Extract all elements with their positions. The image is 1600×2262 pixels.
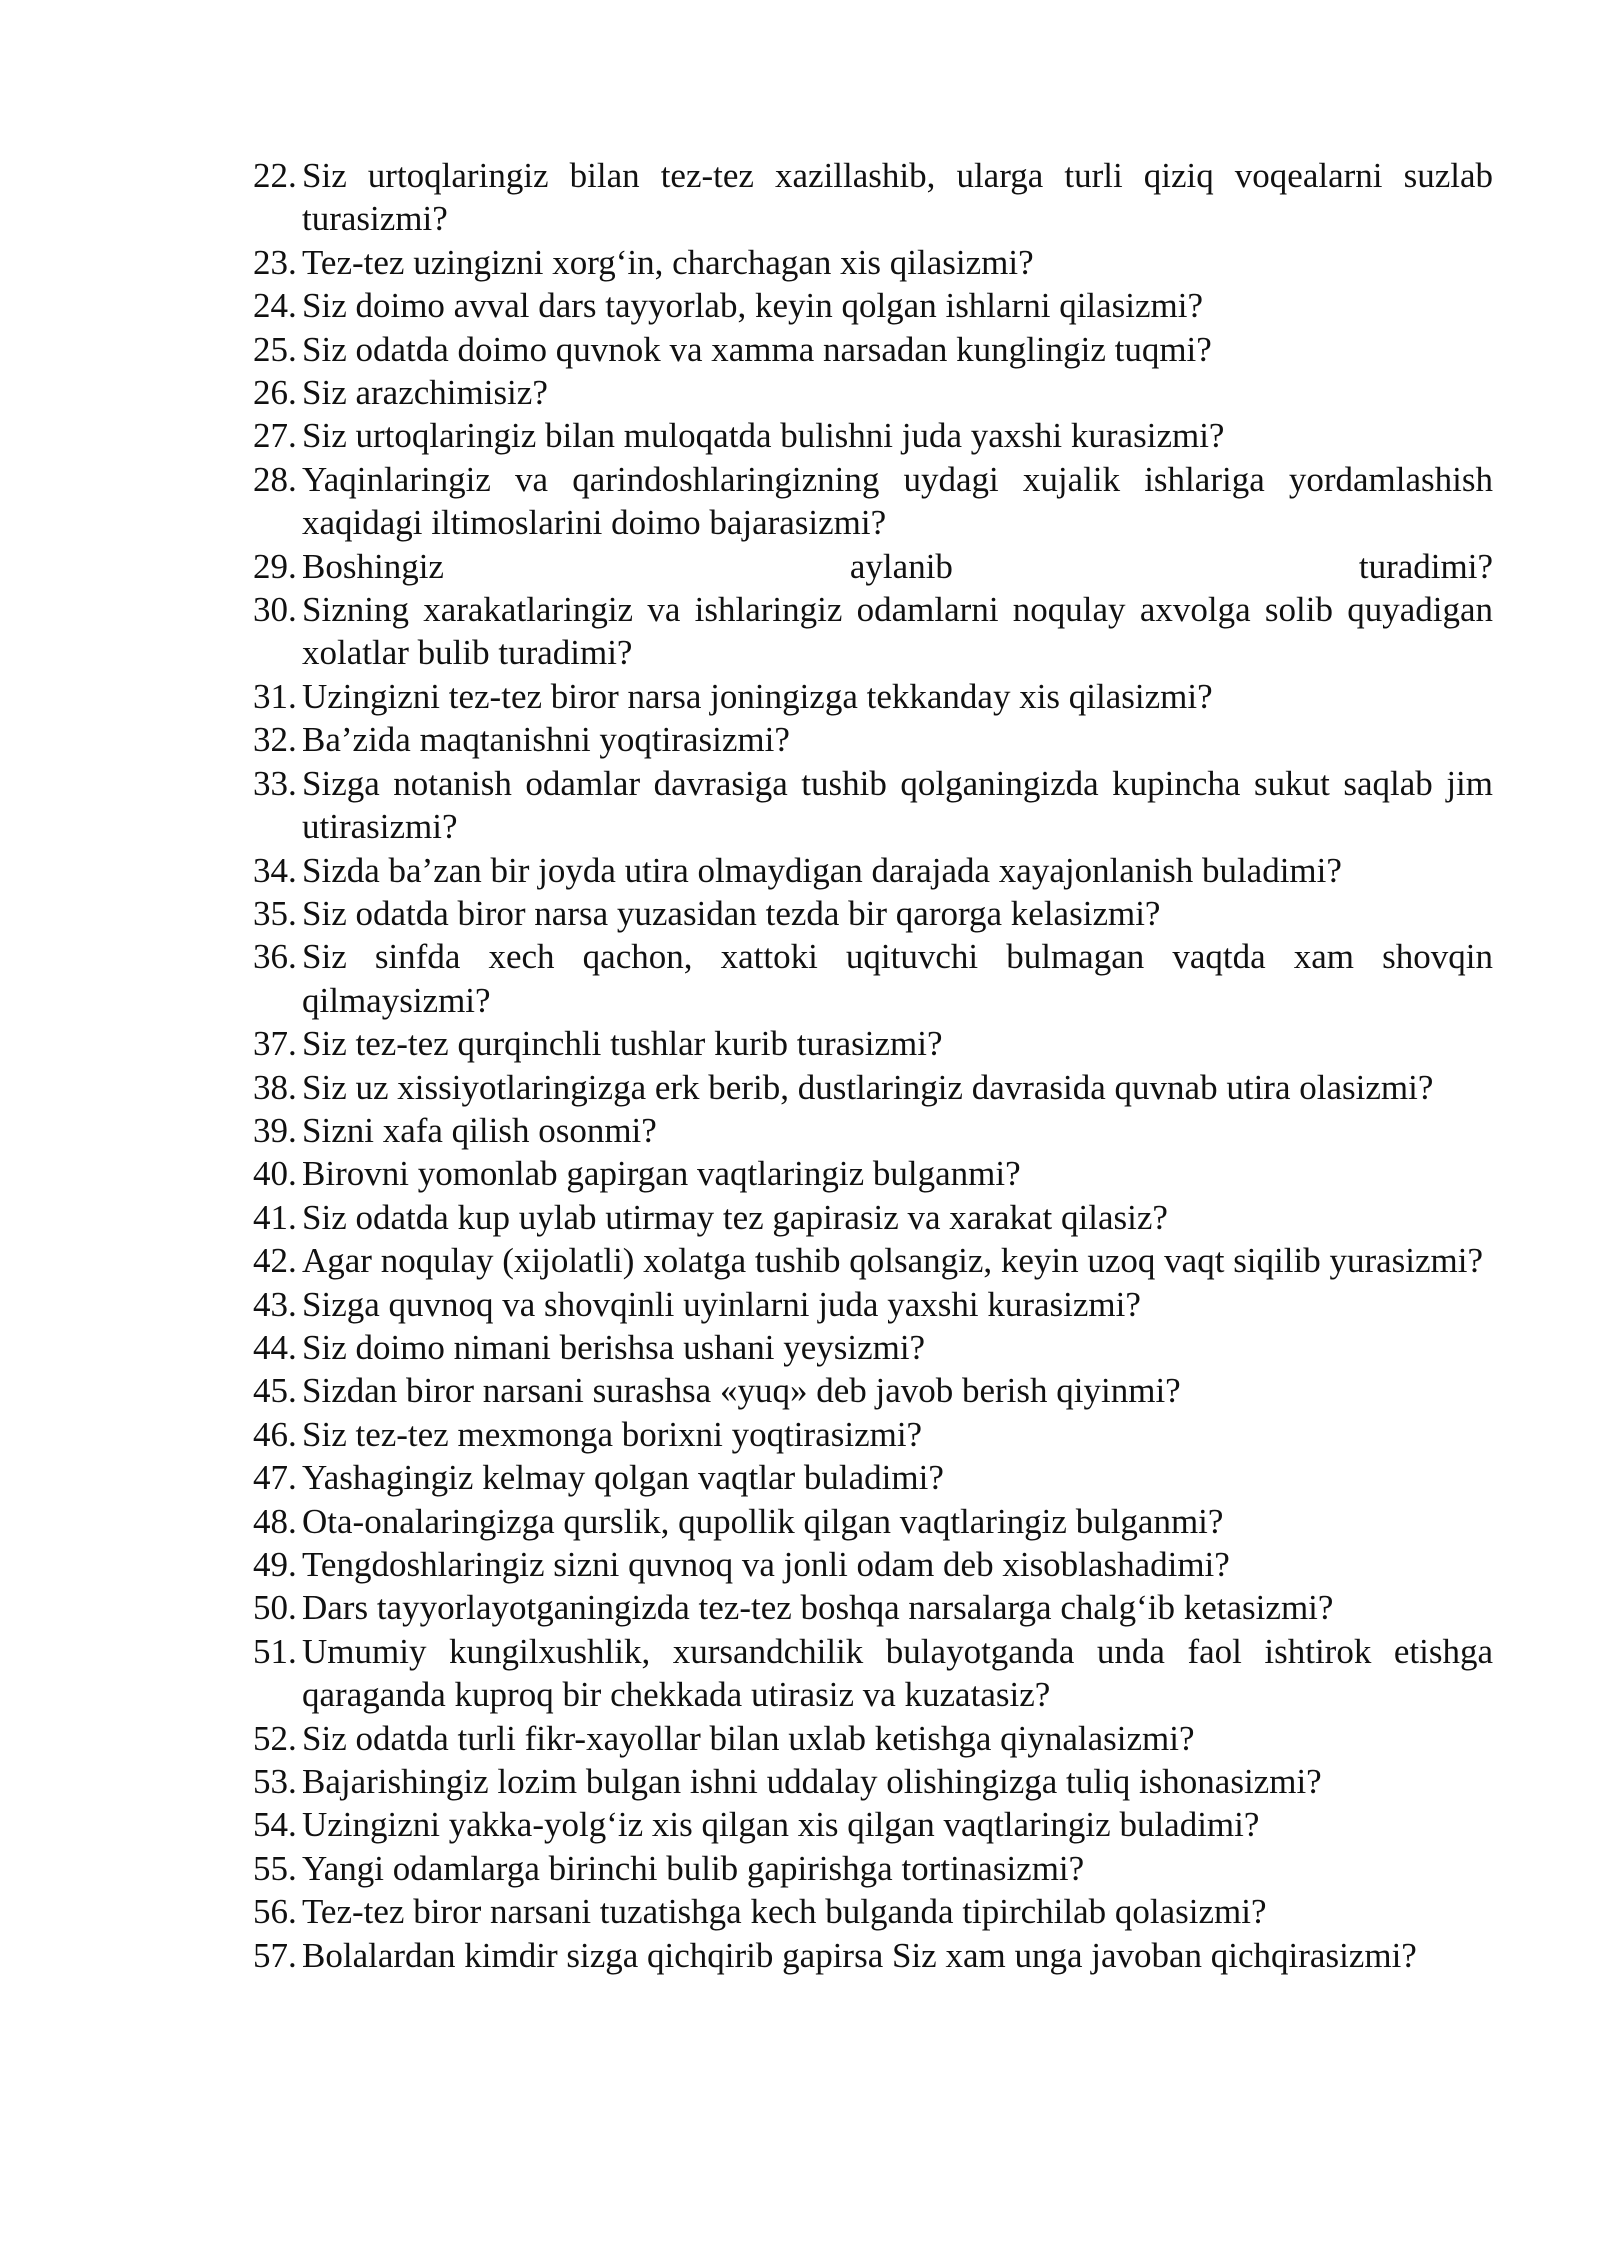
question-number: 46.	[253, 1414, 297, 1454]
question-text: Yangi odamlarga birinchi bulib gapirishga tortinasizmi?	[302, 1848, 1085, 1888]
question-item	[253, 1109, 1493, 1152]
question-text: Siz odatda doimo quvnok va xamma narsadan kunglingiz tuqmi?	[302, 329, 1212, 369]
question-text: Tez-tez biror narsani tuzatishga kech bulganda tipirchilab qolasizmi?	[302, 1892, 1267, 1932]
question-text: Bajarishingiz lozim bulgan ishni uddalay olishingizga tuliq ishonasizmi?	[302, 1762, 1322, 1802]
question-item	[253, 892, 1493, 935]
question-text: Siz sinfda xech qachon, xattoki uqituvchi bulmagan vaqtda xam shovqin qilmaysizmi?	[302, 937, 1493, 1020]
question-number: 26.	[253, 373, 297, 413]
question-number: 34.	[253, 850, 297, 890]
question-item	[253, 588, 1493, 675]
question-item	[253, 935, 1493, 1022]
question-number: 51.	[253, 1631, 297, 1671]
question-item	[253, 1847, 1493, 1890]
question-item	[253, 762, 1493, 849]
question-number: 24.	[253, 286, 297, 326]
question-number: 49.	[253, 1545, 297, 1584]
question-text: Dars tayyorlayotganingizda tez-tez boshqa narsalarga chalg‘ib ketasizmi?	[302, 1588, 1334, 1628]
question-text: Yashagingiz kelmay qolgan vaqtlar buladimi?	[302, 1458, 944, 1498]
question-text: Siz tez-tez qurqinchli tushlar kurib turasizmi?	[302, 1024, 943, 1064]
question-number: 41.	[253, 1197, 297, 1237]
question-item	[253, 675, 1493, 718]
question-number: 54.	[253, 1805, 297, 1845]
question-text: Siz tez-tez mexmonga borixni yoqtirasizmi?	[302, 1414, 923, 1454]
question-text: Siz odatda turli fikr-xayollar bilan uxlab ketishga qiynalasizmi?	[302, 1718, 1195, 1758]
question-item	[253, 1022, 1493, 1065]
question-text: Siz odatda biror narsa yuzasidan tezda bir qarorga kelasizmi?	[302, 893, 1161, 933]
question-item	[253, 545, 1493, 588]
question-number: 25.	[253, 329, 297, 369]
question-number: 30.	[253, 590, 297, 630]
question-item	[253, 1326, 1493, 1369]
question-number: 29.	[253, 546, 297, 586]
question-number: 57.	[253, 1935, 297, 1975]
question-text: Uzingizni tez-tez biror narsa joningizga tekkanday xis qilasizmi?	[302, 676, 1213, 716]
question-item	[253, 1152, 1493, 1195]
question-number: 38.	[253, 1067, 297, 1107]
question-item	[253, 1543, 1493, 1586]
question-text: Siz doimo nimani berishsa ushani yeysizmi?	[302, 1327, 926, 1367]
question-item	[253, 1630, 1493, 1717]
question-item	[253, 241, 1493, 284]
question-item	[253, 1803, 1493, 1846]
question-number: 56.	[253, 1892, 297, 1932]
question-number: 45.	[253, 1371, 297, 1411]
question-item	[253, 1760, 1493, 1803]
question-number: 36.	[253, 937, 297, 977]
question-number: 32.	[253, 720, 297, 760]
question-item	[253, 1586, 1493, 1629]
question-item	[253, 328, 1493, 371]
question-number: 43.	[253, 1284, 297, 1324]
question-text: Agar noqulay (xijolatli) xolatga tushib qolsangiz, keyin uzoq vaqt siqilib yurasizmi?	[302, 1241, 1484, 1281]
question-item	[253, 718, 1493, 761]
question-number: 28.	[253, 459, 297, 499]
question-text: Ba’zida maqtanishni yoqtirasizmi?	[302, 720, 790, 760]
question-text: Sizga notanish odamlar davrasiga tushib qolganingizda kupincha sukut saqlab jim utirasizmi?	[302, 763, 1493, 847]
question-item	[253, 1456, 1493, 1499]
question-item	[253, 284, 1493, 327]
question-item	[253, 1196, 1493, 1239]
question-number: 23.	[253, 242, 297, 282]
question-text: Yaqinlaringiz va qarindoshlaringizning uydagi xujalik ishlariga yordamlashish xaqidagi iltimoslarini doimo bajarasizmi?	[302, 459, 1493, 543]
question-number: 48.	[253, 1501, 297, 1541]
question-number: 39.	[253, 1110, 297, 1150]
question-item	[253, 154, 1493, 241]
question-text: Tengdoshlaringiz sizni quvnoq va jonli odam deb xisoblashadimi?	[302, 1545, 1230, 1584]
question-item	[253, 1369, 1493, 1412]
question-number: 37.	[253, 1024, 297, 1064]
question-item	[253, 1890, 1493, 1933]
question-item	[253, 371, 1493, 414]
question-list	[253, 154, 1493, 1977]
question-item	[253, 414, 1493, 457]
question-text: Bolalardan kimdir sizga qichqirib gapirsa Siz xam unga javoban qichqirasizmi?	[302, 1935, 1417, 1975]
question-text: Ota-onalaringizga qurslik, qupollik qilgan vaqtlaringiz bulganmi?	[302, 1501, 1224, 1541]
question-item	[253, 1066, 1493, 1109]
question-number: 40.	[253, 1154, 297, 1194]
question-text: Tez-tez uzingizni xorg‘in, charchagan xis qilasizmi?	[302, 242, 1034, 282]
question-text: Siz urtoqlaringiz bilan muloqatda bulishni juda yaxshi kurasizmi?	[302, 416, 1225, 456]
question-number: 27.	[253, 416, 297, 456]
question-number: 52.	[253, 1718, 297, 1758]
question-number: 55.	[253, 1848, 297, 1888]
question-item	[253, 1934, 1493, 1977]
question-item	[253, 1239, 1493, 1282]
question-text: Uzingizni yakka-yolg‘iz xis qilgan xis qilgan vaqtlaringiz buladimi?	[302, 1805, 1260, 1845]
question-text: Umumiy kungilxushlik, xursandchilik bulayotganda unda faol ishtirok etishga qaraganda kuproq bir chekkada utirasiz va kuzatasiz?	[302, 1631, 1493, 1715]
question-text: Siz arazchimisiz?	[302, 373, 548, 413]
question-text: Sizning xarakatlaringiz va ishlaringiz odamlarni noqulay axvolga solib quyadigan xolatlar bulib turadimi?	[302, 590, 1493, 673]
question-item	[253, 1413, 1493, 1456]
question-text: Sizda ba’zan bir joyda utira olmaydigan darajada xayajonlanish buladimi?	[302, 850, 1342, 890]
question-number: 44.	[253, 1327, 297, 1367]
question-text: Siz urtoqlaringiz bilan tez-tez xazillashib, ularga turli qiziq voqealarni suzlab turasizmi?	[302, 156, 1493, 239]
question-item	[253, 849, 1493, 892]
question-number: 42.	[253, 1241, 297, 1281]
question-text: Siz odatda kup uylab utirmay tez gapirasiz va xarakat qilasiz?	[302, 1197, 1168, 1237]
question-text: Siz uz xissiyotlaringizga erk berib, dustlaringiz davrasida quvnab utira olasizmi?	[302, 1067, 1434, 1107]
question-text: Siz doimo avval dars tayyorlab, keyin qolgan ishlarni qilasizmi?	[302, 286, 1204, 326]
question-item	[253, 1717, 1493, 1760]
question-text: Sizdan biror narsani surashsa «yuq» deb javob berish qiyinmi?	[302, 1371, 1181, 1411]
question-text: Boshingiz aylanib turadimi?	[302, 546, 1493, 586]
question-item	[253, 1500, 1493, 1543]
question-number: 33.	[253, 763, 297, 803]
question-number: 31.	[253, 676, 297, 716]
question-item	[253, 1283, 1493, 1326]
question-number: 50.	[253, 1588, 297, 1628]
question-item	[253, 458, 1493, 545]
question-text: Sizga quvnoq va shovqinli uyinlarni juda yaxshi kurasizmi?	[302, 1284, 1141, 1324]
question-number: 35.	[253, 893, 297, 933]
question-number: 53.	[253, 1762, 297, 1802]
question-number: 47.	[253, 1458, 297, 1498]
question-text: Birovni yomonlab gapirgan vaqtlaringiz bulganmi?	[302, 1154, 1021, 1194]
question-text: Sizni xafa qilish osonmi?	[302, 1110, 657, 1150]
question-number: 22.	[253, 156, 297, 195]
